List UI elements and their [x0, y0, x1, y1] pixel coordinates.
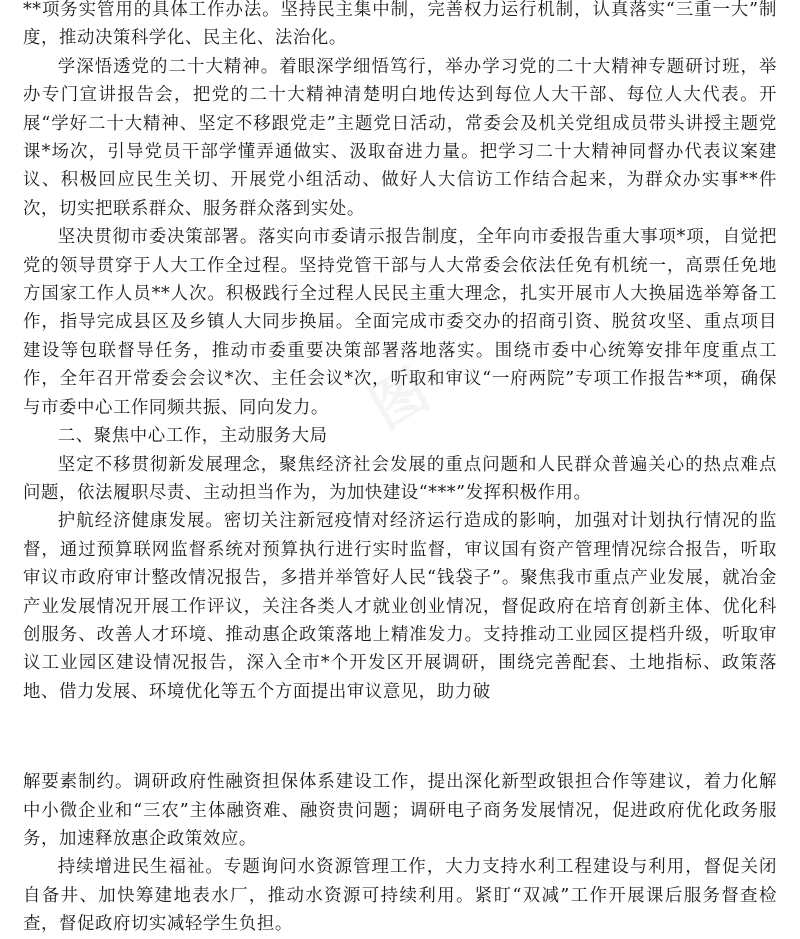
paragraph: 解要素制约。调研政府性融资担保体系建设工作，提出深化新型政银担合作等建议，着力化解中小微企业和“三农”主体融资难、融资贵问题；调研电子商务发展情况，促进政府优化政务服务，加速释放惠企政策效应。	[23, 772, 777, 849]
section-heading: 二、聚焦中心工作，主动服务大局	[57, 426, 328, 447]
paragraph: 坚定不移贯彻新发展理念，聚焦经济社会发展的重点问题和人民群众普遍关心的热点难点问题，依法履职尽责、主动担当作为，为加快建设“***”发挥积极作用。	[23, 454, 777, 503]
paragraph: 持续增进民生福祉。专题询问水资源管理工作，大力支持水利工程建设与利用，督促关闭自备井、加快筹建地表水厂，推动水资源可持续利用。紧盯“双减”工作开展课后服务督查检查，督促政府切实减轻学生负担。	[23, 857, 777, 935]
paragraph: 学深悟透党的二十大精神。着眼深学细悟笃行，举办学习党的二十大精神专题研讨班，举办专门宣讲报告会，把党的二十大精神清楚明白地传达到每位人大干部、每位人大代表。开展“学好二十大精神、坚定不移跟党走”主题党日活动，常委会及机关党组成员带头讲授主题党课*场次，引导党员干部学懂弄通做实、汲取奋进力量。把学习二十大精神同督办代表议案建议、积极回应民生关切、开展党小组活动、做好人大信访工作结合起来，为群众办实事**件次，切实把联系群众、服务群众落到实处。	[23, 56, 777, 219]
paragraph: **项务实管用的具体工作办法。坚持民主集中制，完善权力运行机制，认真落实“三重一大”制度，推动决策科学化、民主化、法治化。	[23, 0, 777, 49]
document-body	[23, 0, 777, 939]
page-break	[23, 706, 777, 768]
paragraph: 护航经济健康发展。密切关注新冠疫情对经济运行造成的影响，加强对计划执行情况的监督，通过预算联网监督系统对预算执行进行实时监督，审议国有资产管理情况综合报告，听取审议市政府审计整改情况报告，多措并举管好人民“钱袋子”。聚焦我市重点产业发展，就冶金产业发展情况开展工作评议，关注各类人才就业创业情况，督促政府在培育创新主体、优化科创服务、改善人才环境、推动惠企政策落地上精准发力。支持推动工业园区提档升级，听取审议工业园区建设情况报告，深入全市*个开发区开展调研，围绕完善配套、土地指标、政策落地、借力发展、环境优化等五个方面提出审议意见，助力破	[23, 511, 777, 702]
paragraph: 坚决贯彻市委决策部署。落实向市委请示报告制度，全年向市委报告重大事项*项，自觉把党的领导贯穿于人大工作全过程。坚持党管干部与人大常委会依法任免有机统一，高票任免地方国家工作人员**人次。积极践行全过程人民民主重大理念，扎实开展市人大换届选举筹备工作，指导完成县区及乡镇人大同步换届。全面完成市委交办的招商引资、脱贫攻坚、重点项目建设等包联督导任务，推动市委重要决策部署落地落实。围绕市委中心统筹安排年度重点工作，全年召开常委会会议*次、主任会议*次，听取和审议“一府两院”专项工作报告**项，确保与市委中心工作同频共振、同向发力。	[23, 227, 777, 418]
